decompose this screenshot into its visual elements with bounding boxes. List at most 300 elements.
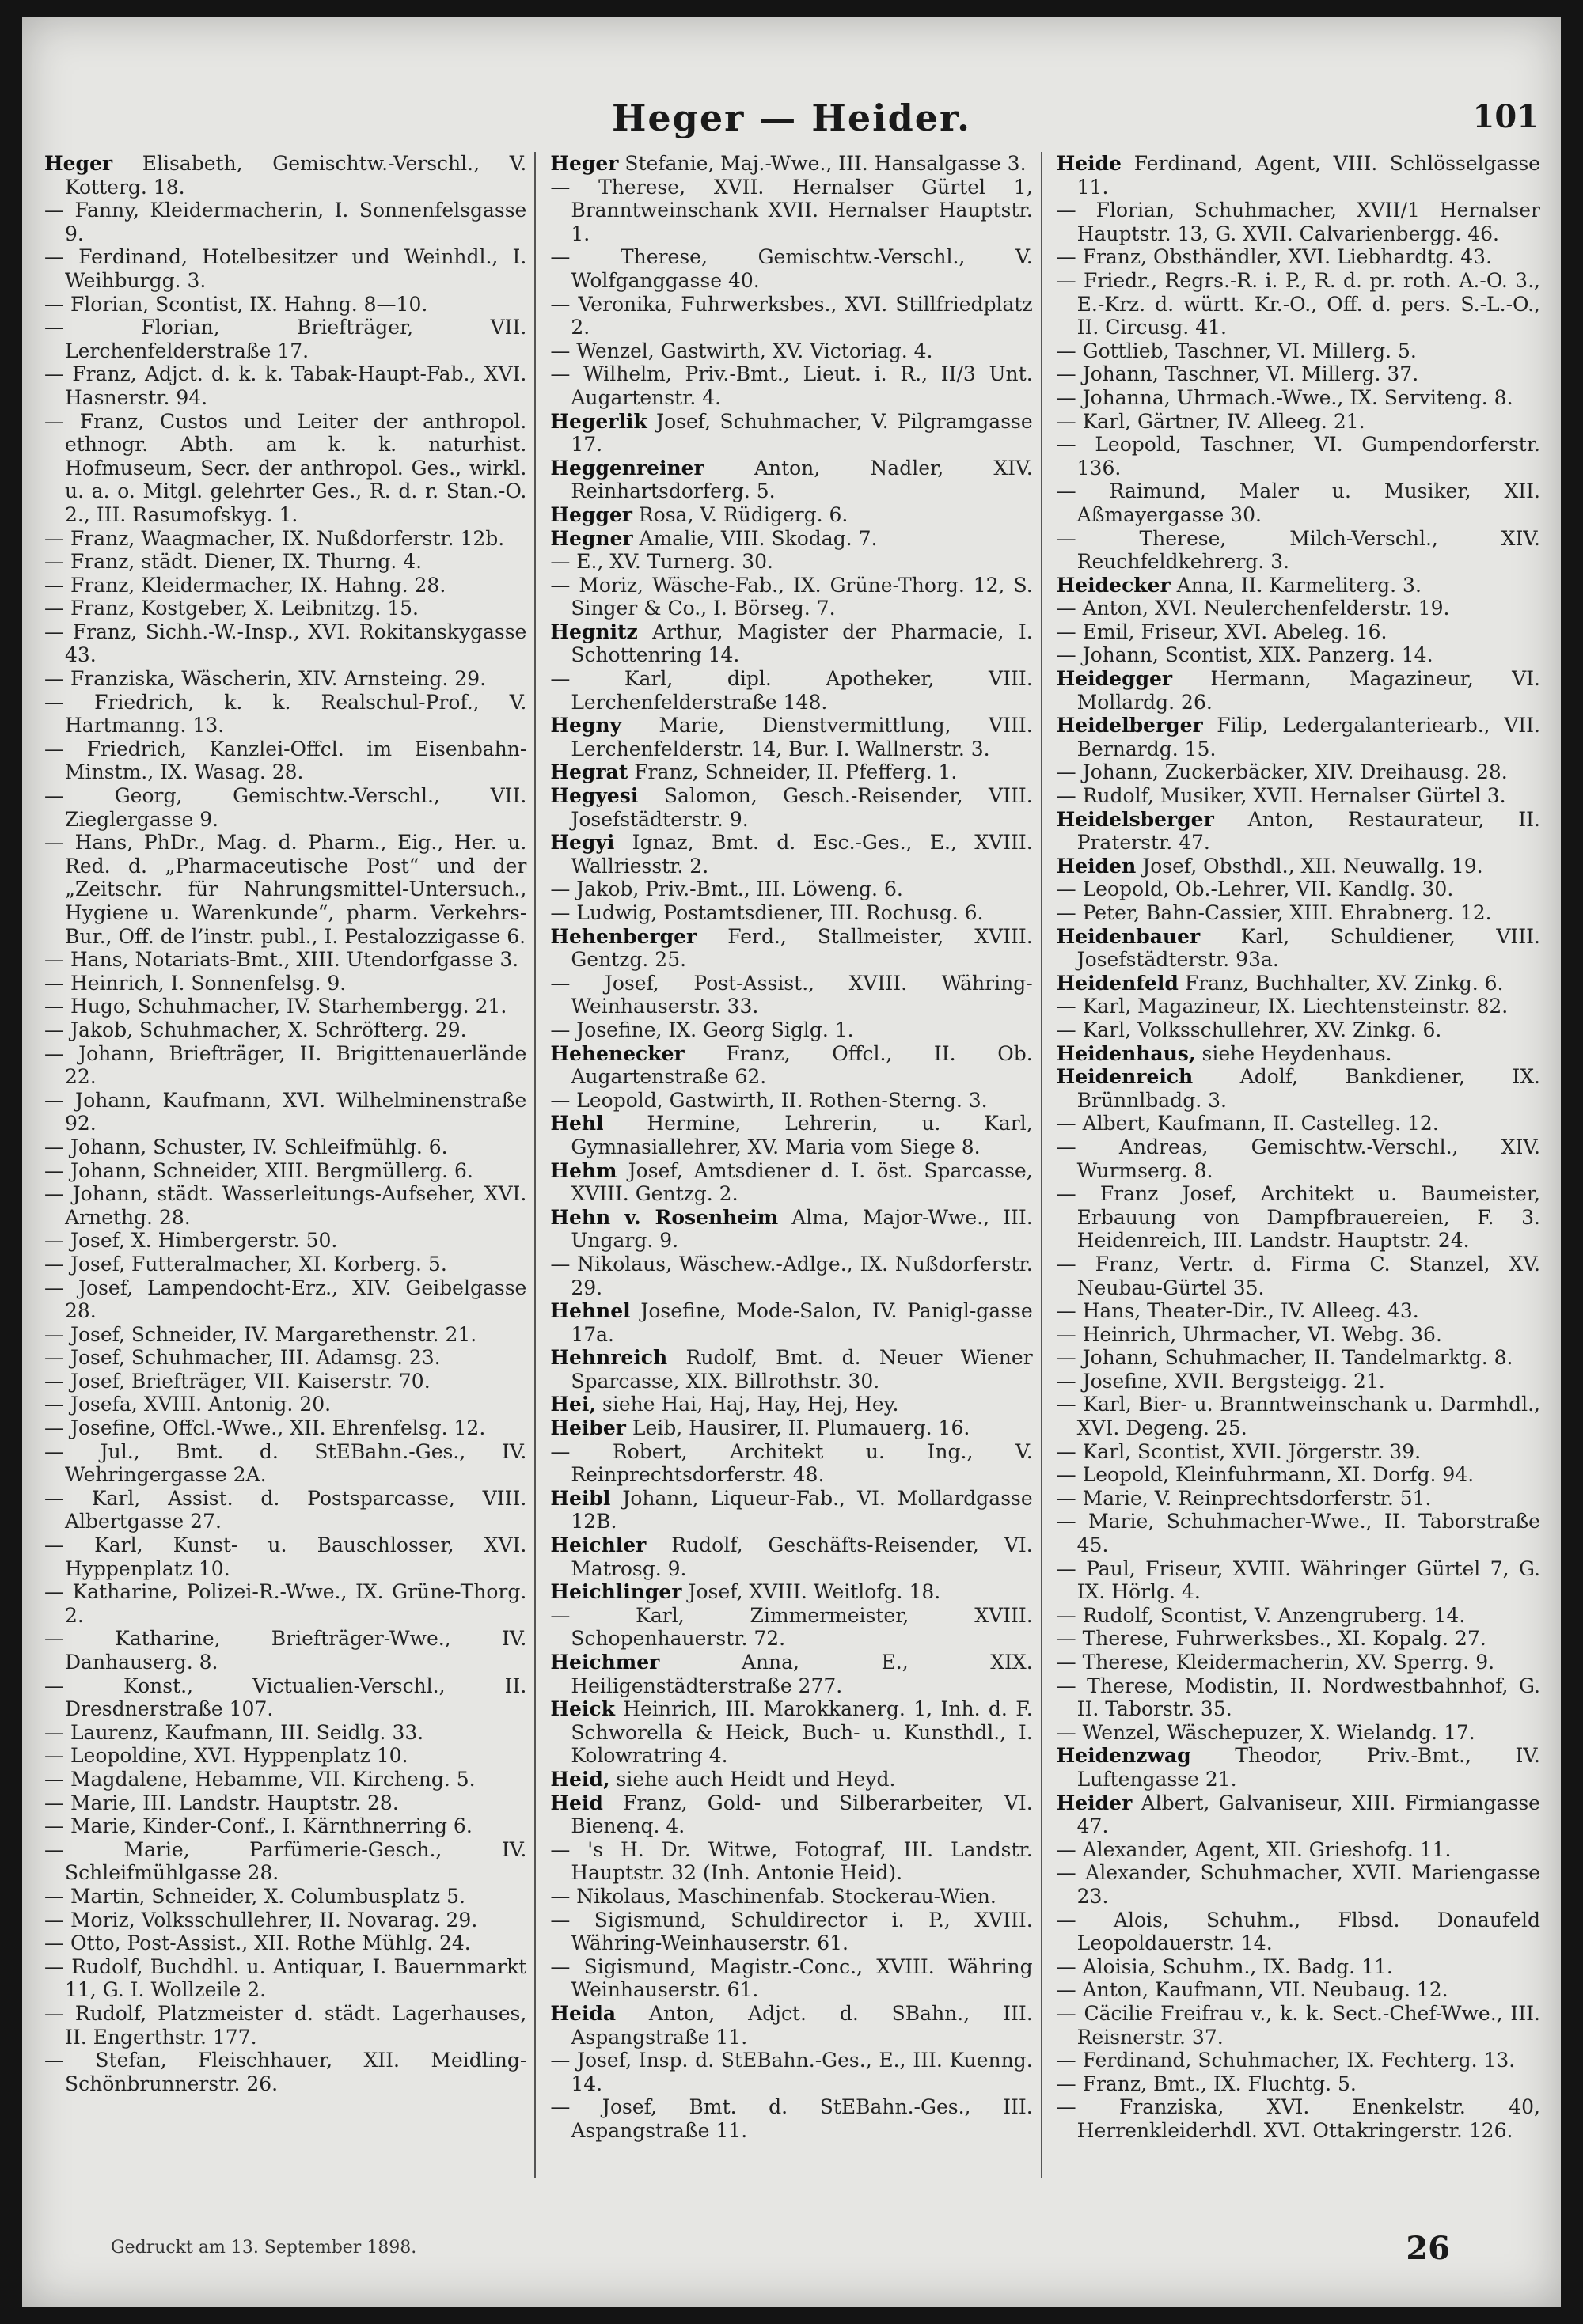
page-title: Heger — Heider. [611,97,972,139]
directory-entry [550,1393,1032,1416]
directory-entry [1057,1838,1540,1862]
directory-entry [550,293,1032,339]
directory-entry [1057,269,1540,339]
entry-surname: Hehl [550,1112,604,1135]
directory-entry [1057,1861,1540,1908]
entry-details: — Franz, Adjct. d. k. k. Tabak-Haupt-Fab., XVI. Hasnerstr. 94. [44,362,527,409]
entry-details: — Sigismund, Magistr.-Conc., XVIII. Währing Weinhauserstr. 61. [550,1954,1033,2002]
entry-details: — Karl, Zimmermeister, XVIII. Schopenhauerstr. 72. [550,1603,1033,1651]
entry-surname: Hegyesi [550,784,639,808]
directory-entry [550,527,1032,551]
entry-surname: Heidelberger [1056,714,1203,737]
entry-details: — Laurenz, Kaufmann, III. Seidlg. 33. [44,1720,424,1744]
entry-details: Anton, Nadler, XIV. Reinhartsdorferg. 5. [571,456,1033,503]
directory-entry [1057,597,1540,620]
entry-surname: Heichler [550,1534,647,1557]
entry-details: — Karl, Bier- u. Branntweinschank u. Darmhdl., XVI. Degeng. 25. [1056,1393,1540,1440]
entry-details: — Ferdinand, Schuhmacher, IX. Fechterg. 13. [1056,2049,1516,2072]
directory-entry [44,1135,526,1159]
entry-details: — Andreas, Gemischtw.-Verschl., XIV. Wurmserg. 8. [1056,1135,1540,1182]
directory-entry [550,245,1032,292]
directory-entry [550,550,1032,574]
directory-entry [44,1018,526,1042]
directory-entry [44,620,526,667]
directory-entry [550,1253,1032,1299]
directory-entry [550,878,1032,901]
entry-details: Josef, Obsthdl., XII. Neuwallg. 19. [1136,854,1483,878]
entry-surname: Hehenecker [550,1041,685,1065]
directory-entry [44,2049,526,2095]
entry-surname: Heichmer [550,1651,660,1674]
entry-details: — Karl, Assist. d. Postsparcasse, VIII. Albertgasse 27. [44,1486,527,1534]
entry-details: — Hans, Theater-Dir., IV. Alleeg. 43. [1056,1299,1419,1323]
directory-entry [44,1885,526,1909]
entry-details: — Josef, Futteralmacher, XI. Korberg. 5. [44,1252,447,1276]
entry-details: Rosa, V. Rüdigerg. 6. [632,502,848,526]
entry-surname: Heger [44,152,113,175]
directory-entry [1057,643,1540,667]
entry-surname: Heidegger [1056,667,1173,691]
entry-details: — Wenzel, Wäschepuzer, X. Wielandg. 17. [1056,1720,1475,1744]
directory-entry [1057,972,1540,995]
directory-entry [44,362,526,409]
entry-details: — Josef, Schuhmacher, III. Adamsg. 23. [44,1346,441,1370]
entry-details: — Marie, V. Reinprechtsdorferstr. 51. [1056,1486,1432,1510]
directory-entry [44,1932,526,1955]
directory-entry [550,574,1032,620]
column-right [1057,152,1548,2178]
entry-details: — Hans, PhDr., Mag. d. Pharm., Eig., Her. u. Red. d. „Pharmaceutische Post“ und der „Zeitschr. für Nahrungsmittel-Untersuch., Hygiene u. Warenkunde“, pharm. Verkehrs-Bur., Off. de l’instr. publ., I. Pestalozzigasse 6. [44,831,527,948]
entry-details: — Johann, Zuckerbäcker, XIV. Dreihausg. 28. [1056,760,1508,784]
directory-entry [1057,1791,1540,1838]
entry-surname: Heger [550,152,619,175]
directory-entry [1057,667,1540,714]
entry-details: — Leopold, Taschner, VI. Gumpendorferstr. 136. [1056,433,1540,480]
entry-details: Adolf, Bankdiener, IX. Brünnlbadg. 3. [1076,1065,1540,1112]
entry-details: Franz, Buchhalter, XV. Zinkg. 6. [1178,971,1504,995]
entry-details: — Aloisia, Schuhm., IX. Badg. 11. [1056,1954,1393,1978]
entry-surname: Heggenreiner [550,456,704,480]
entry-details: Rudolf, Geschäfts-Reisender, VI. Matrosg. 9. [571,1534,1033,1580]
entry-details: — Alois, Schuhm., Flbsd. Donaufeld Leopoldauerstr. 14. [1056,1908,1540,1955]
entry-surname: Heidelsberger [1056,807,1214,831]
entry-details: — Katharine, Polizei-R.-Wwe., IX. Grüne-Thorg. 2. [44,1580,527,1627]
entry-details: Arthur, Magister der Pharmacie, I. Schottenring 14. [571,620,1033,667]
directory-entry [1057,1721,1540,1745]
directory-entry [1057,1463,1540,1487]
directory-entry [550,1534,1032,1580]
directory-entry [1057,362,1540,386]
entry-surname: Hegger [550,502,632,526]
directory-entry [550,362,1032,409]
entry-details: — Franziska, XVI. Enenkelstr. 40, Herrenkleiderhdl. XVI. Ottakringerstr. 126. [1056,2095,1540,2142]
directory-entry [550,2002,1032,2049]
entry-details: — Johann, Scontist, XIX. Panzerg. 14. [1056,643,1433,667]
directory-entry [1057,1042,1540,1066]
entry-details: — Therese, XVII. Hernalser Gürtel 1, Branntweinschank XVII. Hernalser Hauptstr. 1. [550,175,1033,245]
directory-entry [1057,199,1540,245]
directory-entry [550,457,1032,503]
entry-details: siehe Hai, Haj, Hay, Hej, Hey. [596,1393,899,1416]
entry-details: — Moriz, Wäsche-Fab., IX. Grüne-Thorg. 12, S. Singer & Co., I. Börseg. 7. [550,573,1033,620]
directory-entry [550,620,1032,667]
directory-entry [44,1744,526,1768]
entry-details: Anna, II. Karmeliterg. 3. [1170,573,1422,597]
directory-entry [44,410,526,527]
entry-surname: Hehn v. Rosenheim [550,1205,779,1229]
directory-entry [1057,1299,1540,1323]
entry-surname: Hegrat [550,760,628,784]
directory-entry [1057,784,1540,808]
directory-entry [550,1346,1032,1393]
column-left [44,152,536,2178]
directory-entry [1057,433,1540,480]
directory-entry [550,1651,1032,1697]
entry-details: Josef, Amtsdiener d. I. öst. Sparcasse, XVIII. Gentzg. 2. [571,1158,1033,1206]
entry-details: — Rudolf, Buchdhl. u. Antiquar, I. Bauernmarkt 11, G. I. Wollzeile 2. [44,1954,527,2002]
entry-details: — Hugo, Schuhmacher, IV. Starhembergg. 21. [44,995,507,1018]
directory-entry [44,1534,526,1580]
entry-details: Marie, Dienstvermittlung, VIII. Lerchenfelderstr. 14, Bur. I. Wallnerstr. 3. [571,714,1033,760]
entry-details: — Karl, Kunst- u. Bauschlosser, XVI. Hyppenplatz 10. [44,1534,527,1580]
directory-entry [550,831,1032,878]
directory-entry [1057,410,1540,434]
directory-entry [550,1697,1032,1768]
directory-entry [550,1112,1032,1158]
entry-details: Franz, Offcl., II. Ob. Augartenstraße 62. [571,1041,1033,1089]
entry-details: — Georg, Gemischtw.-Verschl., VII. Zieglergasse 9. [44,784,527,831]
entry-surname: Heidenhaus, [1056,1041,1196,1065]
entry-details: — Johann, Schuhmacher, II. Tandelmarktg. 8. [1056,1346,1513,1370]
entry-details: — Franz Josef, Architekt u. Baumeister, Erbauung von Dampfbrauereien, F. 3. Heidenreich, III. Landstr. Hauptstr. 24. [1056,1182,1540,1253]
entry-details: — Florian, Briefträger, VII. Lerchenfelderstraße 17. [44,316,527,362]
entry-details: — Jul., Bmt. d. StEBahn.-Ges., IV. Wehringergasse 2A. [44,1439,527,1487]
directory-entry [1057,1510,1540,1556]
directory-entry [1057,339,1540,363]
entry-surname: Hehenberger [550,924,697,948]
directory-entry [550,784,1032,831]
entry-details: — Heinrich, I. Sonnenfelsg. 9. [44,971,347,995]
entry-details: — Franz, Custos und Leiter der anthropol. ethnogr. Abth. am k. k. naturhist. Hofmuseum, Secr. der anthropol. Ges., wirkl. u. a. o. Mitgl. gelehrter Ges., R. d. r. Stan.-O. 2., III. Rasumofskyg. 1. [44,409,527,526]
directory-entry [1057,925,1540,972]
print-date: Gedruckt am 13. September 1898. [111,2238,417,2258]
entry-details: — Marie, Kinder-Conf., I. Kärnthnerring 6. [44,1814,473,1838]
entry-details: — Leopoldine, XVI. Hyppenplatz 10. [44,1744,408,1768]
directory-entry [1057,1393,1540,1439]
entry-details: — Marie, III. Landstr. Hauptstr. 28. [44,1791,399,1814]
directory-entry [550,1440,1032,1487]
directory-entry [44,1089,526,1135]
entry-details: — Karl, Volksschullehrer, XV. Zinkg. 6. [1056,1018,1442,1041]
directory-entry [550,1206,1032,1253]
entry-details: Josef, Schuhmacher, V. Pilgramgasse 17. [571,409,1033,457]
entry-details: — Rudolf, Platzmeister d. städt. Lagerhauses, II. Engerthstr. 177. [44,2001,527,2049]
entry-details: — Rudolf, Scontist, V. Anzengruberg. 14. [1056,1603,1466,1627]
entry-details: — Franziska, Wäscherin, XIV. Arnsteing. 29. [44,667,487,691]
entry-details: — Marie, Schuhmacher-Wwe., II. Taborstraße 45. [1056,1510,1540,1557]
entry-details: Leib, Hausirer, II. Plumauerg. 16. [625,1416,970,1440]
directory-entry [1057,1557,1540,1604]
directory-entry [1057,620,1540,644]
entry-details: — Otto, Post-Assist., XII. Rothe Mühlg. 24. [44,1932,471,1955]
directory-entry [44,316,526,362]
entry-surname: Hegyi [550,831,615,855]
entry-details: — Johann, Briefträger, II. Brigittenauerlände 22. [44,1041,527,1089]
entry-details: Heinrich, III. Marokkanerg. 1, Inh. d. F. Schworella & Heick, Buch- u. Kunsthdl., I. Kolowratring 4. [571,1697,1033,1768]
entry-details: — Anton, XVI. Neulerchenfelderstr. 19. [1056,597,1450,620]
entry-details: — Wenzel, Gastwirth, XV. Victoriag. 4. [550,339,933,362]
entry-details: — Paul, Friseur, XVIII. Währinger Gürtel 7, G. IX. Hörlg. 4. [1056,1556,1540,1604]
entry-details: Anton, Restaurateur, II. Praterstr. 47. [1076,807,1540,855]
entry-details: — Franz, Waagmacher, IX. Nußdorferstr. 12b. [44,526,505,550]
entry-details: — Josef, Schneider, IV. Margarethenstr. 21. [44,1322,477,1346]
directory-entry [550,1768,1032,1791]
entry-details: — Gottlieb, Taschner, VI. Millerg. 5. [1056,339,1417,362]
directory-entry [1057,386,1540,410]
entry-details: — Florian, Scontist, IX. Hahng. 8—10. [44,292,428,316]
directory-entry [1057,1604,1540,1628]
directory-entry [44,1370,526,1393]
entry-details: — Josef, Insp. d. StEBahn.-Ges., E., III. Kuenng. 14. [550,2049,1033,2095]
entry-surname: Hehnel [550,1299,631,1323]
entry-details: Anton, Adjct. d. SBahn., III. Aspangstraße 11. [571,2001,1033,2049]
directory-entry [44,1674,526,1721]
directory-entry [550,2049,1032,2095]
directory-entry [1057,480,1540,526]
entry-details: — Rudolf, Musiker, XVII. Hernalser Gürtel 3. [1056,784,1506,808]
entry-details: — Jakob, Schuhmacher, X. Schröfterg. 29. [44,1018,467,1041]
entry-surname: Hei, [550,1393,597,1416]
directory-entry [1057,1978,1540,2002]
entry-details: — Florian, Schuhmacher, XVII/1 Hernalser Hauptstr. 13, G. XVII. Calvarienbergg. 46. [1056,199,1540,245]
entry-surname: Heiden [1056,854,1137,878]
directory-entry [550,410,1032,457]
directory-entry [44,1838,526,1885]
entry-details: — Sigismund, Schuldirector i. P., XVIII. Währing-Weinhauserstr. 61. [550,1908,1033,1955]
entry-details: — Josefine, XVII. Bergsteigg. 21. [1056,1369,1385,1393]
directory-entry [550,339,1032,363]
entry-details: — Therese, Milch-Verschl., XIV. Reuchfeldkehrerg. 3. [1056,526,1540,574]
entry-details: — Friedrich, k. k. Realschul-Prof., V. Hartmanng. 13. [44,690,527,737]
entry-surname: Hegnitz [550,620,638,643]
directory-entry [44,1346,526,1370]
directory-entry [1057,1323,1540,1347]
entry-details: — Karl, Magazineur, IX. Liechtensteinstr. 82. [1056,995,1509,1018]
directory-entry [1057,152,1540,199]
entry-details: Josef, XVIII. Weitlofg. 18. [681,1580,941,1604]
entry-details: Filip, Ledergalanteriearb., VII. Bernardg. 15. [1076,714,1540,760]
directory-entry [1057,1674,1540,1721]
entry-details: — Friedrich, Kanzlei-Offcl. im Eisenbahn-Minstm., IX. Wasag. 28. [44,737,527,784]
directory-entry [550,1042,1032,1089]
entry-details: — Franz, Obsthändler, XVI. Liebhardtg. 43. [1056,245,1493,269]
directory-entry [550,1791,1032,1838]
entry-details: — Konst., Victualien-Verschl., II. Dresdnerstraße 107. [44,1674,527,1721]
directory-entry [550,1416,1032,1440]
directory-entry [550,1885,1032,1909]
directory-entry [550,1018,1032,1042]
directory-entry [44,1276,526,1323]
directory-entry [44,550,526,574]
directory-entry [1057,878,1540,901]
entry-details: — Ludwig, Postamtsdiener, III. Rochusg. 6. [550,901,984,924]
entry-details: Ferd., Stallmeister, XVIII. Gentzg. 25. [571,924,1033,972]
entry-details: — Johann, Schneider, XIII. Bergmüllerg. 6. [44,1158,473,1182]
directory-entry [44,1323,526,1347]
entry-surname: Heick [550,1697,615,1721]
directory-entry [44,1487,526,1534]
entry-details: — Franz, Kleidermacher, IX. Hahng. 28. [44,573,446,597]
entry-details: Karl, Schuldiener, VIII. Josefstädterstr. 93a. [1076,924,1540,972]
directory-entry [550,1909,1032,1955]
entry-details: — Friedr., Regrs.-R. i. P., R. d. pr. roth. A.-O. 3., E.-Krz. d. württ. Kr.-O., Off. d. pers. S.-L.-O., II. Circusg. 41. [1056,268,1540,339]
directory-entry [1057,1370,1540,1393]
directory-entry [44,1393,526,1416]
directory-entry [1057,901,1540,925]
directory-entry [44,1721,526,1745]
entry-details: — Leopold, Kleinfuhrmann, XI. Dorfg. 94. [1056,1463,1475,1487]
entry-details: — Alexander, Agent, XII. Grieshofg. 11. [1056,1837,1452,1861]
entry-details: — Robert, Architekt u. Ing., V. Reinprechtsdorferstr. 48. [550,1439,1033,1487]
entry-details: — 's H. Dr. Witwe, Fotograf, III. Landstr. Hauptstr. 32 (Inh. Antonie Heid). [550,1837,1033,1885]
entry-surname: Heidecker [1056,573,1171,597]
entry-details: — Johann, städt. Wasserleitungs-Aufseher, XVI. Arnethg. 28. [44,1182,527,1229]
directory-entry [1057,527,1540,574]
directory-page [22,17,1561,2307]
entry-details: — Josef, Briefträger, VII. Kaiserstr. 70. [44,1369,431,1393]
entry-details: — Cäcilie Freifrau v., k. k. Sect.-Chef-Wwe., III. Reisnerstr. 37. [1056,2001,1540,2049]
entry-details: — Franz, städt. Diener, IX. Thurng. 4. [44,550,423,574]
directory-entry [1057,2095,1540,2142]
entry-details: — Moriz, Volksschullehrer, II. Novarag. 29. [44,1908,478,1932]
entry-details: siehe Heydenhaus. [1195,1041,1392,1065]
entry-details: — Josef, Lampendocht-Erz., XIV. Geibelgasse 28. [44,1276,527,1323]
entry-surname: Heid [550,1791,603,1814]
directory-entry [44,972,526,995]
directory-entry [550,503,1032,527]
directory-entry [44,737,526,784]
entry-details: — Albert, Kaufmann, II. Castelleg. 12. [1056,1112,1439,1135]
directory-entry [1057,1744,1540,1791]
entry-details: — Johanna, Uhrmach.-Wwe., IX. Serviteng. 8. [1056,385,1513,409]
directory-entry [1057,1065,1540,1112]
entry-details: — Therese, Gemischtw.-Verschl., V. Wolfganggasse 40. [550,245,1033,292]
directory-entry [1057,574,1540,597]
directory-entry [44,1182,526,1229]
directory-entry [1057,1627,1540,1651]
directory-entry [550,2095,1032,2142]
directory-entry [1057,855,1540,878]
entry-details: — Josefine, Offcl.-Wwe., XII. Ehrenfelsg. 12. [44,1416,486,1440]
directory-entry [44,948,526,972]
entry-details: Ferdinand, Agent, VIII. Schlösselgasse 11. [1076,152,1540,199]
entry-surname: Hehnreich [550,1346,668,1370]
directory-entry [550,1487,1032,1534]
entry-details: — Franz, Sichh.-W.-Insp., XVI. Rokitanskygasse 43. [44,620,527,667]
directory-entry [1057,1440,1540,1464]
directory-entry [44,199,526,245]
entry-details: siehe auch Heidt und Heyd. [609,1767,896,1791]
entry-surname: Heibl [550,1486,611,1510]
entry-details: Amalie, VIII. Skodag. 7. [632,526,878,550]
entry-details: Hermann, Magazineur, VI. Mollardg. 26. [1076,667,1540,714]
entry-details: Franz, Gold- und Silberarbeiter, VI. Bienenq. 4. [571,1791,1033,1838]
entry-details: — Franz, Bmt., IX. Fluchtg. 5. [1056,2072,1357,2095]
entry-details: — Marie, Parfümerie-Gesch., IV. Schleifmühlgasse 28. [44,1837,527,1885]
directory-entry [550,1604,1032,1651]
entry-details: — Nikolaus, Maschinenfab. Stockerau-Wien. [550,1884,996,1908]
directory-entry [1057,808,1540,855]
entry-details: — Fanny, Kleidermacherin, I. Sonnenfelsgasse 9. [44,199,527,245]
directory-entry [44,1416,526,1440]
directory-entry [550,1580,1032,1604]
entry-details: Salomon, Gesch.-Reisender, VIII. Josefstädterstr. 9. [571,784,1033,831]
entry-details: Johann, Liqueur-Fab., VI. Mollardgasse 12B. [571,1486,1033,1534]
directory-entry [44,574,526,597]
entry-surname: Heidenreich [1056,1065,1194,1089]
entry-surname: Hegerlik [550,409,647,433]
directory-entry [1057,2002,1540,2049]
directory-entry [1057,995,1540,1018]
entry-details: — Jakob, Priv.-Bmt., III. Löweng. 6. [550,878,903,901]
entry-surname: Heichlinger [550,1580,682,1604]
directory-entry [44,527,526,551]
directory-entry [550,1838,1032,1885]
entry-details: — Anton, Kaufmann, VII. Neubaug. 12. [1056,1978,1448,2002]
entry-details: Anna, E., XIX. Heiligenstädterstraße 277. [571,1651,1033,1697]
entry-surname: Heider [1056,1791,1133,1814]
directory-entry [550,1159,1032,1206]
directory-entry [550,925,1032,972]
entry-details: Stefanie, Maj.-Wwe., III. Hansalgasse 3. [618,152,1027,175]
entry-surname: Heidenbauer [1056,924,1201,948]
entry-details: Hermine, Lehrerin, u. Karl, Gymnasiallehrer, XV. Maria vom Siege 8. [571,1112,1033,1158]
directory-entry [44,1768,526,1791]
entry-surname: Heidenfeld [1056,971,1179,995]
directory-entry [44,1159,526,1183]
entry-details: — Alexander, Schuhmacher, XVII. Mariengasse 23. [1056,1861,1540,1908]
directory-entry [1057,760,1540,784]
directory-entry [1057,245,1540,269]
directory-entry [1057,1253,1540,1299]
directory-entry [44,1440,526,1487]
directory-entry [44,1909,526,1932]
sheet-number: 26 [1406,2230,1450,2267]
entry-surname: Heidenzwag [1056,1744,1191,1768]
entry-details: — Therese, Modistin, II. Nordwestbahnhof, G. II. Taborstr. 35. [1056,1674,1540,1721]
entry-details: — Franz, Vertr. d. Firma C. Stanzel, XV. Neubau-Gürtel 35. [1056,1252,1540,1299]
entry-details: — Wilhelm, Priv.-Bmt., Lieut. i. R., II/3 Unt. Augartenstr. 4. [550,362,1033,409]
directory-entry [44,691,526,737]
entry-details: — Raimund, Maler u. Musiker, XII. Aßmayergasse 30. [1056,480,1540,526]
directory-entry [1057,1346,1540,1370]
directory-entry [44,597,526,620]
entry-details: — Peter, Bahn-Cassier, XIII. Ehrabnerg. 12. [1056,901,1492,924]
directory-entry [44,245,526,292]
entry-details: — Emil, Friseur, XVI. Abeleg. 16. [1056,620,1387,643]
directory-entry [1057,1135,1540,1182]
entry-surname: Heiber [550,1416,626,1440]
directory-entry [1057,1955,1540,1979]
directory-entry [550,714,1032,760]
entry-details: — Heinrich, Uhrmacher, VI. Webg. 36. [1056,1322,1442,1346]
directory-entry [44,1814,526,1838]
directory-entry [1057,2072,1540,2096]
directory-entry [44,831,526,948]
directory-entry [550,760,1032,784]
entry-details: — Therese, Kleidermacherin, XV. Sperrg. 9. [1056,1651,1495,1674]
directory-entry [44,995,526,1018]
